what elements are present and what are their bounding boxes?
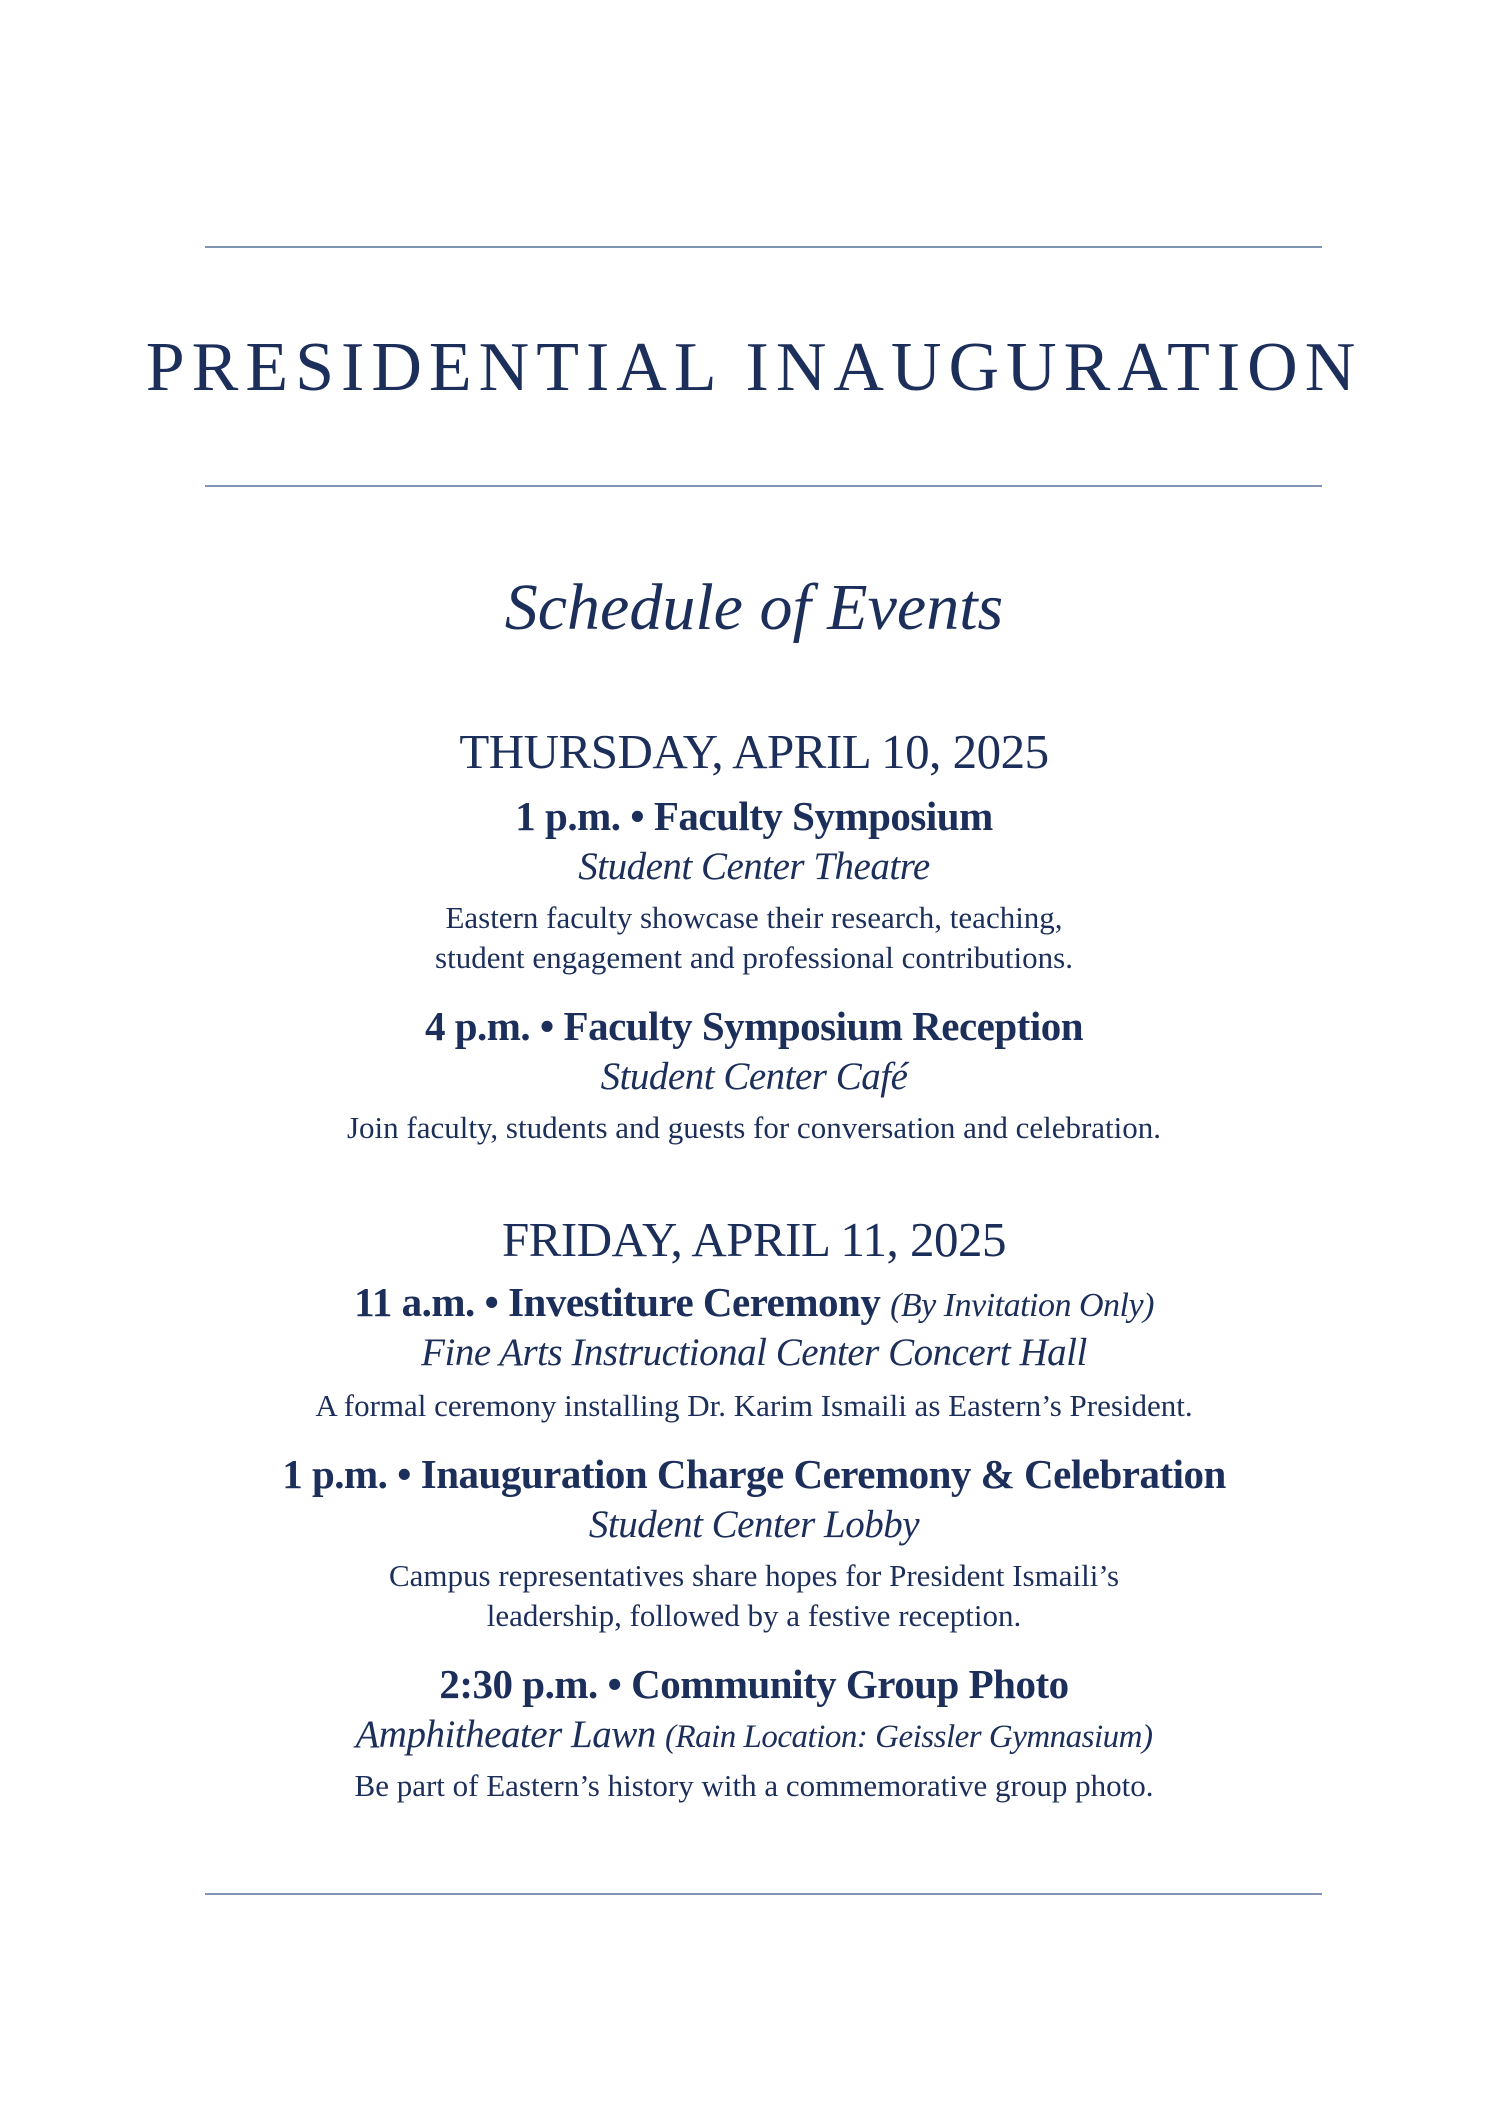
event-venue-investiture-ceremony: Fine Arts Instructional Center Concert Hall — [421, 1331, 1087, 1374]
event-venue-symposium-reception: Student Center Café — [600, 1055, 908, 1098]
event-description-line: Eastern faculty showcase their research, teaching, — [445, 900, 1063, 935]
title-divider — [205, 485, 1322, 487]
event-title-faculty-symposium: 1 p.m. • Faculty Symposium — [515, 793, 993, 839]
event-description-line: student engagement and professional contributions. — [435, 940, 1073, 975]
invitation-only-note: (By Invitation Only) — [890, 1287, 1154, 1324]
event-title-investiture-ceremony — [0, 1276, 1508, 1332]
event-venue-charge-ceremony: Student Center Lobby — [588, 1503, 920, 1546]
venue-text: Amphitheater Lawn — [355, 1713, 656, 1756]
event-description-line: leadership, followed by a festive reception. — [486, 1598, 1022, 1633]
event-title-group-photo: 2:30 p.m. • Community Group Photo — [439, 1661, 1069, 1707]
event-description-line: Be part of Eastern’s history with a commemorative group photo. — [354, 1768, 1154, 1803]
day-heading-thursday: THURSDAY, APRIL 10, 2025 — [459, 724, 1049, 779]
event-title-charge-ceremony: 1 p.m. • Inauguration Charge Ceremony & Celebration — [282, 1451, 1226, 1497]
event-description-line: Join faculty, students and guests for conversation and celebration. — [346, 1110, 1162, 1145]
bottom-divider — [205, 1893, 1322, 1895]
page-title: PRESIDENTIAL INAUGURATION — [145, 329, 1363, 406]
event-venue-faculty-symposium: Student Center Theatre — [578, 845, 930, 888]
rain-location-note: (Rain Location: Geissler Gymnasium) — [664, 1719, 1153, 1755]
event-venue-group-photo — [0, 1710, 1508, 1762]
schedule-subtitle: Schedule of Events — [504, 571, 1004, 644]
event-title-text: 11 a.m. • Investiture Ceremony — [354, 1279, 881, 1325]
event-description-line: Campus representatives share hopes for President Ismaili’s — [388, 1558, 1120, 1593]
top-divider — [205, 246, 1322, 248]
event-description-line: A formal ceremony installing Dr. Karim Ismaili as Eastern’s President. — [315, 1388, 1193, 1423]
event-title-symposium-reception: 4 p.m. • Faculty Symposium Reception — [424, 1003, 1084, 1049]
day-heading-friday: FRIDAY, APRIL 11, 2025 — [501, 1212, 1007, 1267]
